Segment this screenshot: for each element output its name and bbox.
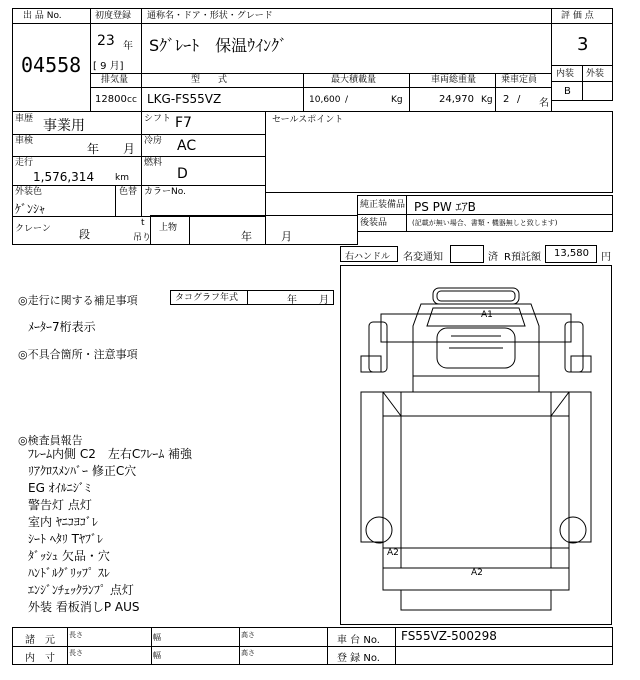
- odometer-note: ﾒｰﾀｰ7桁表示: [28, 320, 96, 334]
- recycle-mark: 済: [488, 252, 498, 263]
- width-label-2: 幅: [153, 651, 161, 660]
- inspector-line: ｴﾝｼﾞﾝﾁｪｯｸﾗﾝﾌﾟ 点灯: [28, 583, 134, 597]
- sales-point-label: セールスポイント: [272, 115, 344, 125]
- lot-label: 出 品 No.: [23, 11, 62, 21]
- tachograph-label: タコグラフ年式: [175, 293, 239, 303]
- aftermarket-label: 後装品: [360, 218, 388, 228]
- width-label: 幅: [153, 633, 161, 642]
- inspector-line: ﾊﾝﾄﾞﾙｸﾞﾘｯﾌﾟ ｽﾚ: [28, 566, 110, 580]
- inspector-line: ﾀﾞｯｼｭ 欠品・穴: [28, 549, 110, 563]
- inspector-line: 外装 看板消しP AUS: [28, 600, 140, 614]
- sales-point-box: [265, 111, 613, 193]
- chassis-value: FS55VZ-500298: [401, 629, 497, 643]
- defects-title: ◎不具合箇所・注意事項: [18, 348, 138, 361]
- loading-month: 月: [281, 230, 292, 243]
- spec-label: 諸 元: [25, 635, 55, 646]
- vehicle-name: Sｸﾞﾚｰﾄ 保温ｳｲﾝｸﾞ: [149, 36, 288, 55]
- truck-diagram: [340, 265, 612, 625]
- aftermarket-note: (記載が無い場合、書類・機器無しと致します): [412, 219, 558, 227]
- max-load-slash: /: [345, 95, 349, 105]
- tacho-month: 月: [319, 295, 329, 306]
- inspector-title: ◎検査員報告: [18, 434, 83, 447]
- capacity-label: 乗車定員: [501, 75, 538, 85]
- first-reg-month: [ 9 月]: [93, 61, 124, 72]
- dims-label: 内 寸: [25, 653, 55, 664]
- inspector-line: ﾘｱｸﾛｽﾒﾝﾊﾞｰ 修正C穴: [28, 464, 137, 478]
- equipment-label: 純正装備品: [360, 200, 406, 210]
- displacement-value: 12800: [95, 94, 127, 105]
- first-reg-label: 初度登録: [95, 11, 132, 21]
- inspector-line: 室内 ﾔﾆｺﾖｺﾞﾚ: [28, 515, 98, 529]
- model-value: LKG-FS55VZ: [147, 92, 222, 106]
- damage-mark-bottom: A2: [471, 568, 483, 578]
- aircon-value: AC: [177, 138, 197, 154]
- crane-stage: 段: [79, 228, 90, 241]
- first-reg-year: 23: [97, 33, 115, 49]
- gross-weight-label: 車両総重量: [431, 75, 477, 85]
- score-label: 評 価 点: [561, 11, 594, 21]
- year-unit: 年: [123, 41, 133, 52]
- fuel-value: D: [177, 166, 188, 182]
- crane-t: t: [141, 218, 145, 228]
- footer-grid: [12, 627, 613, 665]
- inspection-month: 月: [123, 142, 136, 156]
- ext-color-label: 外装色: [15, 187, 43, 197]
- max-load-label: 最大積載量: [331, 75, 377, 85]
- damage-mark-left: A2: [387, 548, 399, 558]
- recycle-value: 13,580: [554, 248, 589, 259]
- damage-mark-top: A1: [481, 310, 493, 320]
- name-change-label: 名変通知: [403, 252, 443, 263]
- name-change-box: [450, 245, 484, 263]
- mileage-unit: km: [115, 173, 129, 183]
- color-no-label: 色替: [119, 187, 138, 197]
- max-load-unit: Kg: [391, 95, 403, 105]
- equipment-value: PS PW ｴｱB: [414, 200, 476, 214]
- inspection-year: 年: [87, 142, 100, 156]
- tachograph-box: [170, 290, 334, 305]
- max-load-value: 10,600: [309, 95, 341, 105]
- recycle-label: R預託額: [504, 252, 541, 263]
- length-label: 長さ: [69, 631, 83, 639]
- interior-score: B: [564, 86, 571, 97]
- shift-value: F7: [175, 115, 192, 131]
- chassis-label: 車 台 No.: [337, 635, 380, 646]
- recycle-value-box: [545, 245, 597, 263]
- inspector-report: [28, 446, 328, 616]
- color-code-label: カラーNo.: [144, 187, 186, 197]
- score-value: 3: [577, 34, 589, 55]
- model-label: 型 式: [191, 75, 228, 85]
- tacho-year: 年: [287, 295, 297, 306]
- fuel-label: 燃料: [144, 158, 163, 168]
- lot-number: 04558: [21, 53, 82, 77]
- mileage-label: 走行: [15, 158, 34, 168]
- vehicle-name-box: [90, 8, 552, 74]
- aircon-label: 冷房: [144, 136, 163, 146]
- loading-year: 年: [241, 230, 252, 243]
- gross-weight-value: 24,970: [439, 94, 474, 105]
- length-label-2: 長さ: [69, 649, 83, 657]
- gross-weight-unit: Kg: [481, 95, 493, 105]
- recycle-unit: 円: [601, 252, 611, 263]
- inspector-line: 警告灯 点灯: [28, 498, 92, 512]
- shift-label: シフト: [144, 114, 172, 124]
- right-hand-badge: [340, 246, 398, 262]
- right-hand-text: 右ハンドル: [345, 252, 391, 262]
- crane-label: クレーン: [15, 224, 51, 234]
- history-value: 事業用: [43, 118, 85, 134]
- displacement-unit: cc: [127, 95, 137, 105]
- reg-label: 登 録 No.: [337, 653, 380, 664]
- history-label: 車歴: [15, 114, 34, 124]
- height-label-2: 高さ: [241, 649, 255, 657]
- inspector-line: ｼｰﾄ ﾍﾀﾘ Tﾔﾌﾞﾚ: [28, 532, 103, 546]
- name-label: 通称名・ドア・形状・グレード: [147, 11, 273, 21]
- crane-hang: 吊り: [133, 233, 152, 243]
- lot-number-box: [12, 8, 91, 112]
- loading-row: [150, 215, 358, 245]
- exterior-label: 外装: [586, 69, 605, 79]
- inspector-line: ﾌﾚｰﾑ内側 C2 左右Cﾌﾚｰﾑ 補強: [28, 447, 193, 461]
- equipment-box: [357, 195, 613, 232]
- displacement-label: 排気量: [101, 75, 129, 85]
- inspection-label: 車検: [15, 136, 34, 146]
- mileage-value: 1,576,314: [33, 170, 95, 184]
- inspector-line: EG ｵｲﾙﾆｼﾞﾐ: [28, 481, 91, 495]
- odometer-title: ◎走行に関する補足事項: [18, 294, 138, 307]
- ext-color-value: ｹﾞﾝｼｬ: [15, 202, 46, 216]
- interior-label: 内装: [556, 69, 575, 79]
- capacity-value: 2: [503, 94, 510, 105]
- capacity-slash: /: [517, 94, 521, 105]
- score-box: [551, 8, 613, 101]
- height-label: 高さ: [241, 631, 255, 639]
- loading-label: 上物: [159, 223, 178, 233]
- spec-row: [90, 73, 552, 112]
- capacity-unit: 名: [539, 98, 549, 109]
